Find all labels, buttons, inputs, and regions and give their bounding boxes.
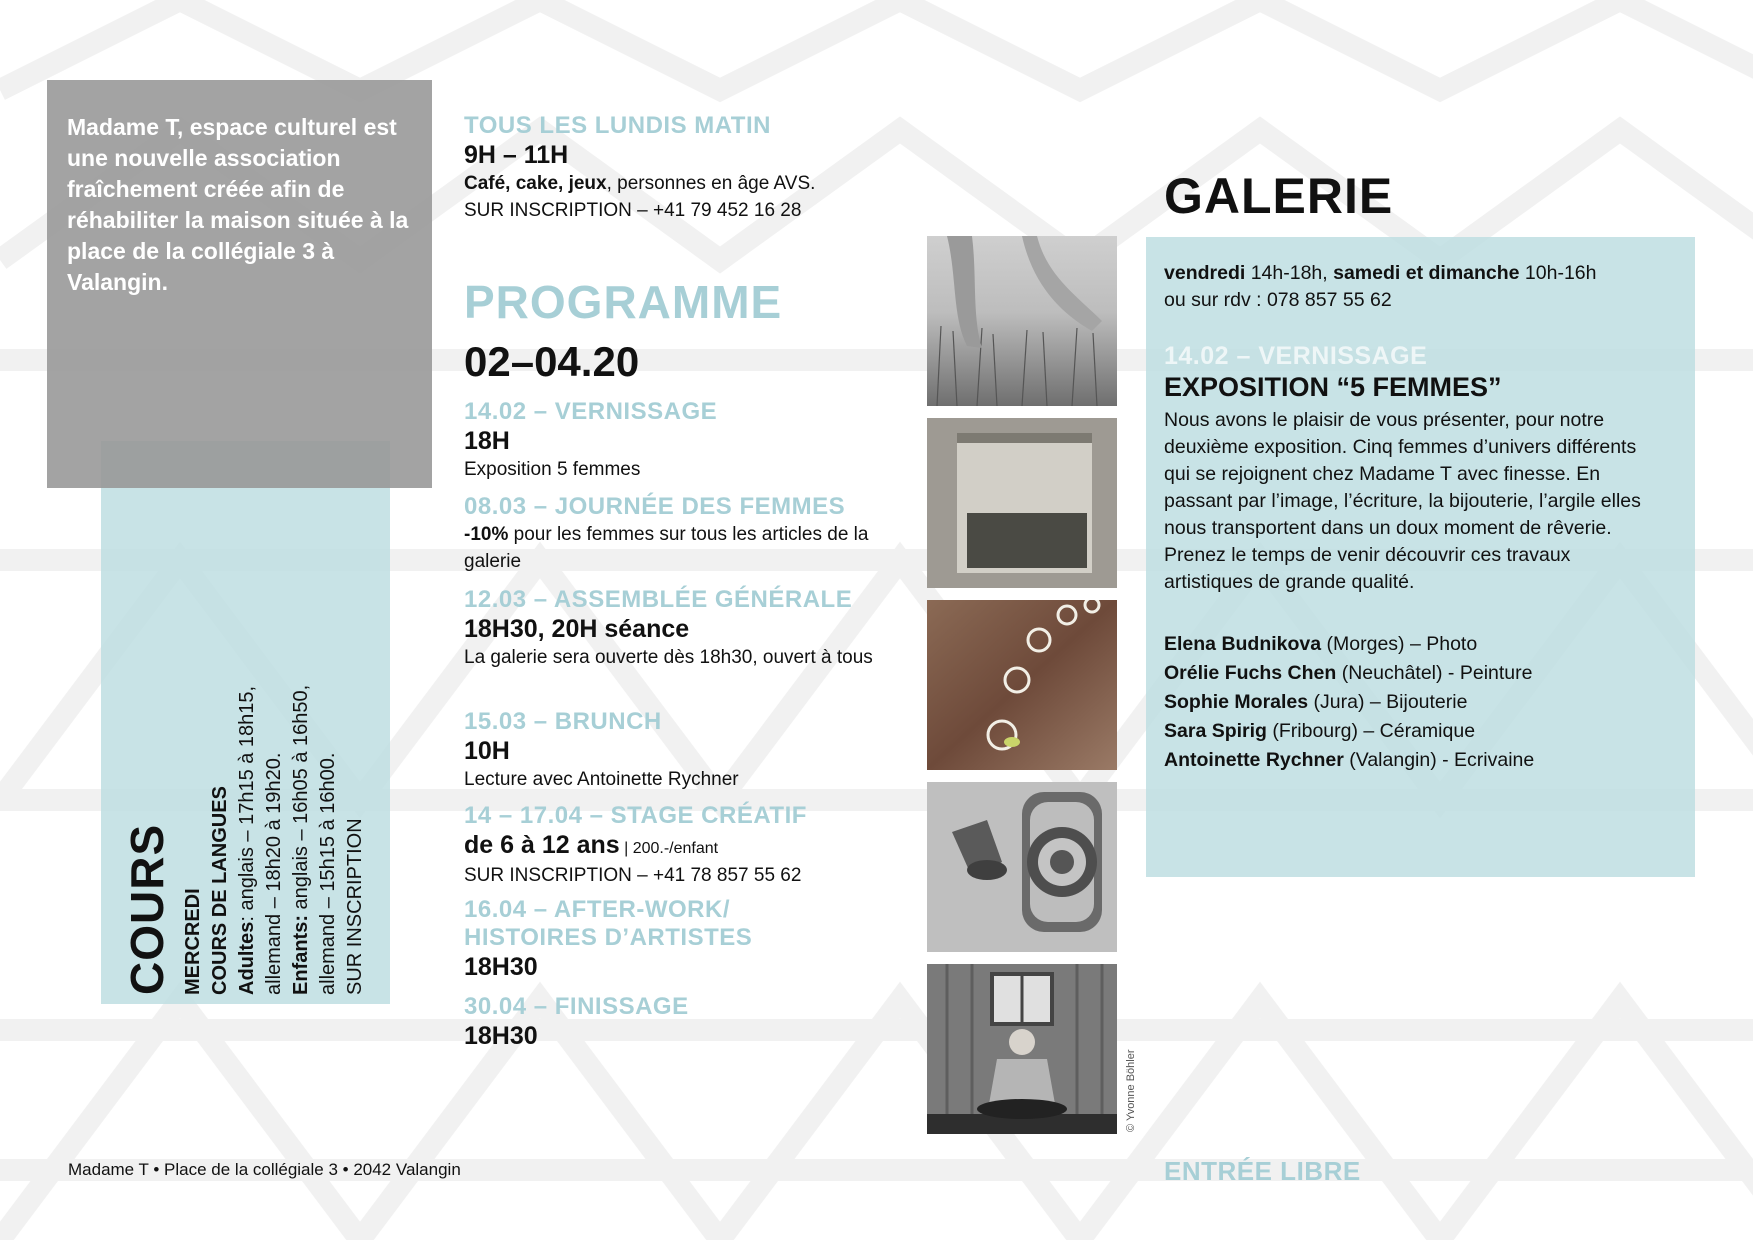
programme-section bbox=[464, 276, 894, 386]
event-desc: Exposition 5 femmes bbox=[464, 459, 641, 480]
galerie-title: GALERIE bbox=[1164, 168, 1394, 224]
cours-adultes-label: Adultes bbox=[236, 921, 258, 995]
event-time: 18H30 bbox=[464, 1022, 538, 1050]
photo-portrait bbox=[927, 964, 1117, 1134]
event-heading: 16.04 – AFTER-WORK/ bbox=[464, 896, 730, 923]
galerie-hours-line1 bbox=[1164, 260, 1664, 287]
cours-content bbox=[120, 475, 369, 995]
photo-credit: © Yvonne Böhler bbox=[1125, 1049, 1137, 1132]
galerie-expo-title: EXPOSITION “5 FEMMES” bbox=[1164, 372, 1502, 402]
footer-address: Madame T • Place de la collégiale 3 • 2042 Valangin bbox=[68, 1160, 461, 1179]
programme-title: PROGRAMME bbox=[464, 276, 783, 328]
cours-inscription: SUR INSCRIPTION bbox=[344, 818, 366, 995]
event-vernissage bbox=[464, 398, 894, 483]
artist-row bbox=[1164, 630, 1664, 659]
cours-title: COURS bbox=[121, 823, 173, 995]
artist-info: (Neuchâtel) - Peinture bbox=[1336, 662, 1533, 684]
artist-row bbox=[1164, 746, 1664, 775]
cours-adultes-line2: allemand – 18h20 à 19h20. bbox=[263, 752, 285, 995]
event-afterwork bbox=[464, 896, 894, 982]
cours-adultes-line1: : anglais – 17h15 à 18h15, bbox=[236, 685, 258, 922]
lundis-desc-rest: , personnes en âge AVS. bbox=[606, 173, 816, 194]
event-heading: 15.03 – BRUNCH bbox=[464, 708, 662, 735]
event-journee-femmes bbox=[464, 493, 894, 575]
event-time: 18H30 bbox=[464, 953, 538, 981]
photo-legs-field bbox=[927, 236, 1117, 406]
galerie-description: Nous avons le plaisir de vous présenter, pour notre deuxième exposition. Cinq femmes d’univers différents qui se rejoignent chez Madame T avec finesse. En passant par l’image, l’écriture, la bijouterie, l’argile elles nous transportent dans un doux moment de rêverie. Prenez le temps de venir découvrir ces travaux artistiques de grande qualité. bbox=[1164, 409, 1641, 593]
galerie-hours-time2: 10h-16h bbox=[1519, 262, 1597, 284]
artist-row bbox=[1164, 717, 1664, 746]
artist-name: Sara Spirig bbox=[1164, 720, 1267, 742]
artist-name: Elena Budnikova bbox=[1164, 633, 1322, 655]
lundis-desc bbox=[464, 170, 894, 197]
event-time-extra: | 200.-/enfant bbox=[619, 840, 719, 857]
intro-box bbox=[47, 80, 432, 488]
artist-name: Antoinette Rychner bbox=[1164, 749, 1344, 771]
galerie-artists bbox=[1164, 630, 1664, 775]
galerie-hours bbox=[1164, 260, 1664, 314]
artist-info: (Fribourg) – Céramique bbox=[1266, 720, 1476, 742]
cours-subtitle: COURS DE LANGUES bbox=[209, 786, 231, 995]
cours-enfants-line2: allemand – 15h15 à 16h00. bbox=[317, 752, 339, 995]
cours-adultes bbox=[234, 475, 261, 995]
event-desc: La galerie sera ouverte dès 18h30, ouvert à tous bbox=[464, 647, 873, 668]
event-time: 18H bbox=[464, 427, 510, 455]
artist-name: Sophie Morales bbox=[1164, 691, 1309, 713]
artist-info: (Valangin) - Ecrivaine bbox=[1343, 749, 1535, 771]
event-heading: 12.03 – ASSEMBLÉE GÉNÉRALE bbox=[464, 586, 853, 613]
cours-day: MERCREDI bbox=[182, 888, 204, 995]
event-time: de 6 à 12 ans bbox=[464, 831, 620, 859]
artist-row bbox=[1164, 659, 1664, 688]
cours-enfants-label: Enfants: bbox=[290, 915, 312, 995]
galerie-hours-time1: 14h-18h, bbox=[1245, 262, 1334, 284]
event-assemblee bbox=[464, 586, 894, 671]
event-desc-rest: pour les femmes sur tous les articles de la galerie bbox=[464, 524, 869, 572]
photo-rings-jewelry bbox=[927, 600, 1117, 770]
photo-ceramics bbox=[927, 782, 1117, 952]
lundis-desc-bold: Café, cake, jeux bbox=[464, 173, 607, 194]
lundis-heading: TOUS LES LUNDIS MATIN bbox=[464, 112, 771, 139]
event-time: 18H30, 20H séance bbox=[464, 615, 690, 643]
event-heading-2: HISTOIRES D’ARTISTES bbox=[464, 924, 753, 951]
event-finissage bbox=[464, 993, 894, 1051]
galerie-hours-day1: vendredi bbox=[1164, 262, 1246, 284]
event-heading: 08.03 – JOURNÉE DES FEMMES bbox=[464, 493, 846, 520]
lundis-inscription: SUR INSCRIPTION – +41 79 452 16 28 bbox=[464, 200, 802, 221]
galerie-hours-line2: ou sur rdv : 078 857 55 62 bbox=[1164, 289, 1392, 311]
galerie-vernissage: 14.02 – VERNISSAGE bbox=[1164, 342, 1428, 370]
intro-text: Madame T, espace culturel est une nouvelle association fraîchement créée afin de réhabiliter la maison située à la place de la collégiale 3 à Valangin. bbox=[67, 114, 409, 295]
event-desc bbox=[464, 521, 894, 575]
artist-info: (Morges) – Photo bbox=[1321, 633, 1478, 655]
artist-name: Orélie Fuchs Chen bbox=[1164, 662, 1337, 684]
event-brunch bbox=[464, 708, 894, 793]
artist-row bbox=[1164, 688, 1664, 717]
event-heading: 14 – 17.04 – STAGE CRÉATIF bbox=[464, 802, 807, 829]
galerie-expo bbox=[1164, 341, 1664, 596]
programme-dates: 02–04.20 bbox=[464, 338, 640, 385]
artist-info: (Jura) – Bijouterie bbox=[1308, 691, 1468, 713]
event-heading: 14.02 – VERNISSAGE bbox=[464, 398, 718, 425]
lundis-time: 9H – 11H bbox=[464, 141, 569, 169]
cours-enfants bbox=[288, 475, 315, 995]
cours-enfants-line1: anglais – 16h05 à 16h50, bbox=[290, 684, 312, 915]
event-time: 10H bbox=[464, 737, 510, 765]
event-heading: 30.04 – FINISSAGE bbox=[464, 993, 689, 1020]
lundis-section bbox=[464, 112, 894, 224]
event-desc: Lecture avec Antoinette Rychner bbox=[464, 769, 739, 790]
event-desc: SUR INSCRIPTION – +41 78 857 55 62 bbox=[464, 865, 802, 886]
event-time-row bbox=[464, 830, 894, 862]
galerie-hours-day2: samedi et dimanche bbox=[1333, 262, 1520, 284]
photo-slate-artwork bbox=[927, 418, 1117, 588]
entree-libre: ENTRÉE LIBRE bbox=[1164, 1156, 1361, 1186]
event-desc-bold: -10% bbox=[464, 524, 509, 545]
event-stage bbox=[464, 802, 894, 889]
